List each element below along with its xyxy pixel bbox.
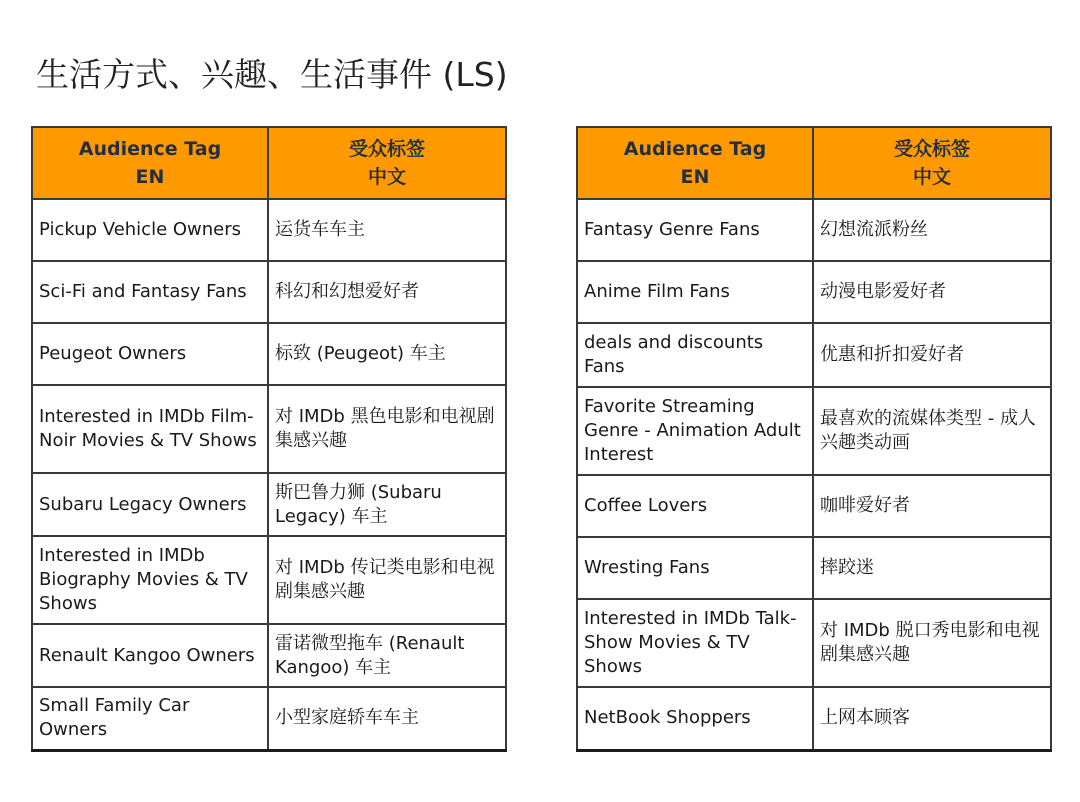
table-row xyxy=(577,387,1051,475)
header-cn-line1: 受众标签 xyxy=(348,138,425,160)
header-en xyxy=(32,127,268,199)
tag-en-cell: Subaru Legacy Owners xyxy=(32,473,268,536)
table-row xyxy=(32,261,506,323)
header-en-line2: EN xyxy=(680,166,710,188)
audience-tag-table-left xyxy=(31,126,507,752)
tag-cn-cell: 咖啡爱好者 xyxy=(813,475,1051,537)
header-cn xyxy=(813,127,1051,199)
table-header-row xyxy=(577,127,1051,199)
tag-en-cell: Favorite Streaming Genre - Animation Adult Interest xyxy=(577,387,813,475)
tag-cn-cell: 上网本顾客 xyxy=(813,687,1051,750)
tag-cn-cell: 最喜欢的流媒体类型 - 成人兴趣类动画 xyxy=(813,387,1051,475)
tag-en-cell: Interested in IMDb Film-Noir Movies & TV Shows xyxy=(32,385,268,473)
table-row xyxy=(577,261,1051,323)
tag-en-cell: Pickup Vehicle Owners xyxy=(32,199,268,261)
tag-cn-cell: 对 IMDb 黑色电影和电视剧集感兴趣 xyxy=(268,385,506,473)
tag-cn-cell: 科幻和幻想爱好者 xyxy=(268,261,506,323)
header-cn xyxy=(268,127,506,199)
tag-cn-cell: 动漫电影爱好者 xyxy=(813,261,1051,323)
tag-en-cell: Renault Kangoo Owners xyxy=(32,624,268,687)
table-row xyxy=(32,536,506,624)
tag-en-cell: Coffee Lovers xyxy=(577,475,813,537)
tag-en-cell: NetBook Shoppers xyxy=(577,687,813,750)
tag-en-cell: Wresting Fans xyxy=(577,537,813,599)
tag-en-cell: Peugeot Owners xyxy=(32,323,268,385)
table-header-row xyxy=(32,127,506,199)
tag-cn-cell: 标致 (Peugeot) 车主 xyxy=(268,323,506,385)
table-row xyxy=(32,385,506,473)
tag-en-cell: Fantasy Genre Fans xyxy=(577,199,813,261)
header-cn-line2: 中文 xyxy=(912,166,951,188)
header-en-line1: Audience Tag xyxy=(78,138,222,160)
table-row xyxy=(32,199,506,261)
header-en xyxy=(577,127,813,199)
header-cn-line1: 受众标签 xyxy=(893,138,970,160)
tag-cn-cell: 幻想流派粉丝 xyxy=(813,199,1051,261)
table-row xyxy=(32,473,506,536)
tag-en-cell: Interested in IMDb Talk-Show Movies & TV Shows xyxy=(577,599,813,687)
tag-cn-cell: 小型家庭轿车车主 xyxy=(268,687,506,750)
tag-en-cell: Sci-Fi and Fantasy Fans xyxy=(32,261,268,323)
table-row xyxy=(577,537,1051,599)
tag-cn-cell: 雷诺微型拖车 (Renault Kangoo) 车主 xyxy=(268,624,506,687)
page-title: 生活方式、兴趣、生活事件 (LS) xyxy=(36,55,508,94)
tag-en-cell: deals and discounts Fans xyxy=(577,323,813,387)
tag-cn-cell: 对 IMDb 脱口秀电影和电视剧集感兴趣 xyxy=(813,599,1051,687)
tag-en-cell: Small Family Car Owners xyxy=(32,687,268,750)
table-row xyxy=(577,599,1051,687)
table-row xyxy=(577,475,1051,537)
tag-en-cell: Anime Film Fans xyxy=(577,261,813,323)
header-cn-line2: 中文 xyxy=(367,166,406,188)
tag-cn-cell: 优惠和折扣爱好者 xyxy=(813,323,1051,387)
table-row xyxy=(32,624,506,687)
tag-en-cell: Interested in IMDb Biography Movies & TV Shows xyxy=(32,536,268,624)
tag-cn-cell: 摔跤迷 xyxy=(813,537,1051,599)
table-row xyxy=(577,199,1051,261)
header-en-line1: Audience Tag xyxy=(623,138,767,160)
tag-cn-cell: 对 IMDb 传记类电影和电视剧集感兴趣 xyxy=(268,536,506,624)
audience-tag-table-right xyxy=(576,126,1052,752)
tag-cn-cell: 斯巴鲁力狮 (Subaru Legacy) 车主 xyxy=(268,473,506,536)
table-row xyxy=(577,323,1051,387)
table-row xyxy=(577,687,1051,750)
table-row xyxy=(32,687,506,750)
table-row xyxy=(32,323,506,385)
header-en-line2: EN xyxy=(135,166,165,188)
tag-cn-cell: 运货车车主 xyxy=(268,199,506,261)
